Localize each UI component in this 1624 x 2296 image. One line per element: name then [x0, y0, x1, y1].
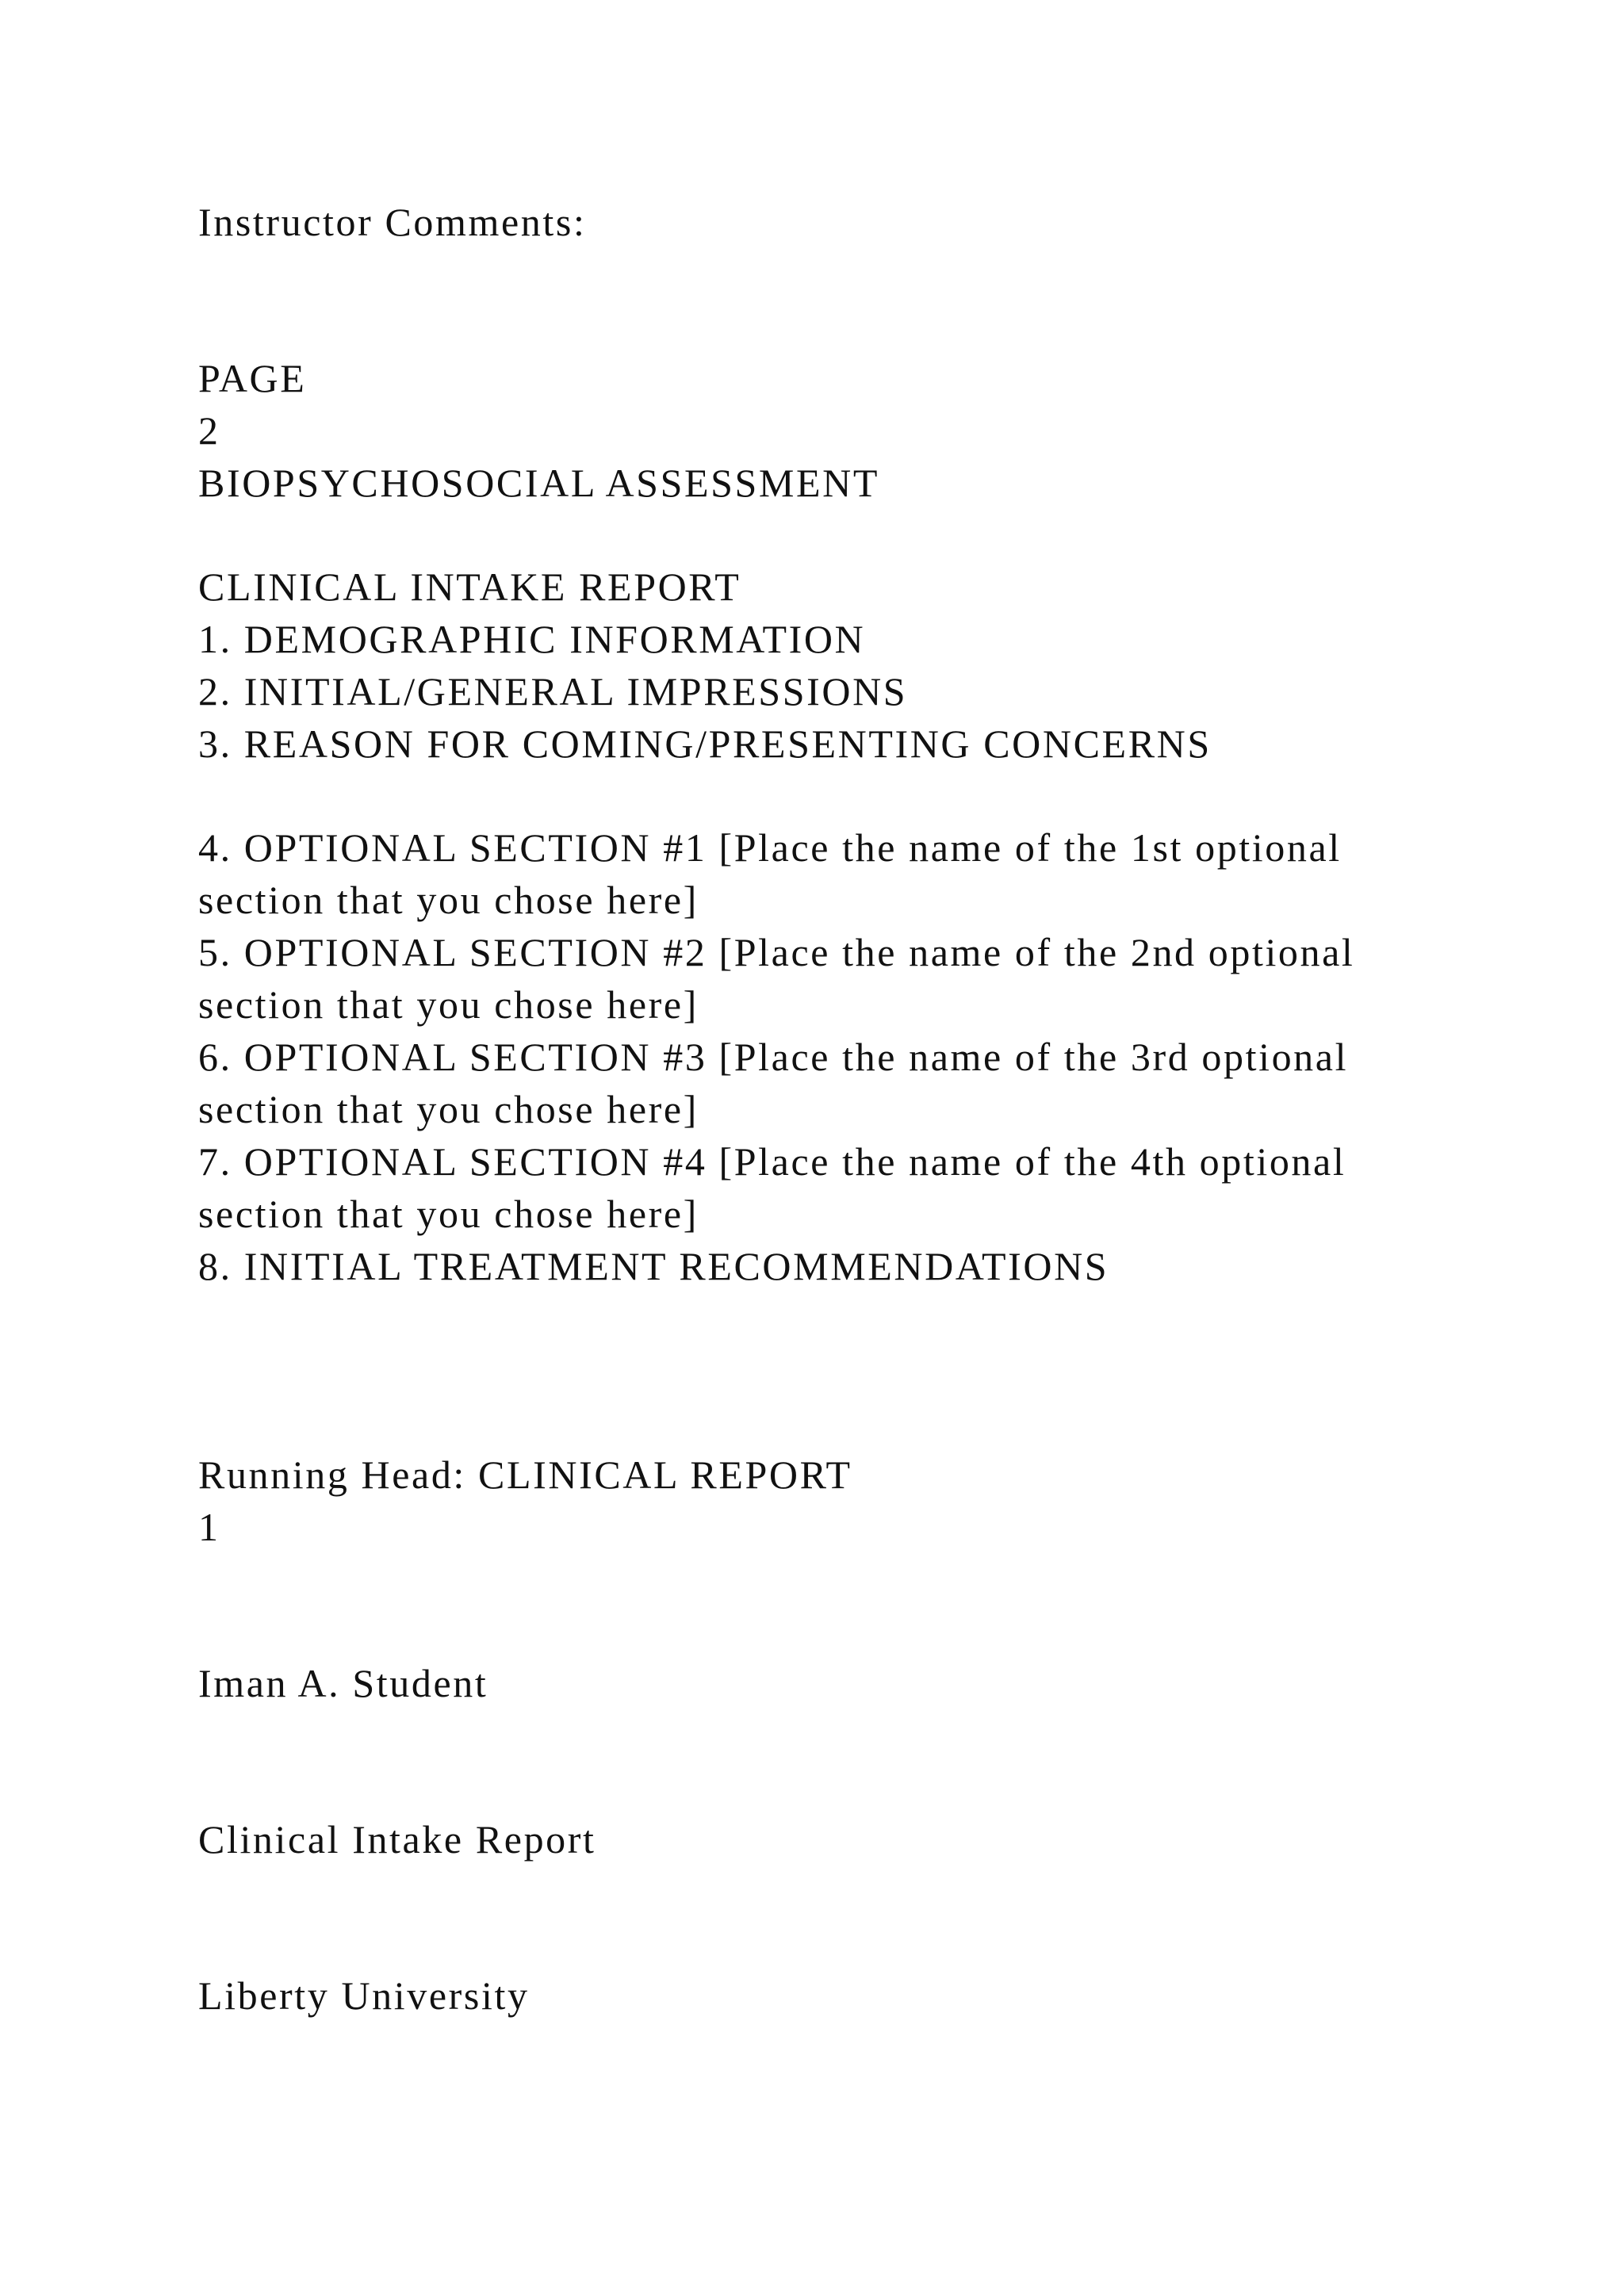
section-heading: 1. DEMOGRAPHIC INFORMATION — [198, 617, 866, 661]
optional-section-heading-continued: section that you chose here] — [198, 1087, 699, 1131]
optional-section-heading-continued: section that you chose here] — [198, 878, 699, 922]
optional-section-heading-continued: section that you chose here] — [198, 1192, 699, 1236]
section-heading: 3. REASON FOR COMING/PRESENTING CONCERNS — [198, 721, 1212, 766]
institution-name: Liberty University — [198, 1973, 530, 2018]
title-page-number: 1 — [198, 1505, 220, 1549]
optional-section-heading: 5. OPTIONAL SECTION #2 [Place the name of the 2nd optional — [198, 930, 1355, 974]
optional-section-heading-continued: section that you chose here] — [198, 982, 699, 1027]
header-page-number: 2 — [198, 408, 220, 453]
author-name: Iman A. Student — [198, 1661, 488, 1705]
running-head: Running Head: CLINICAL REPORT — [198, 1452, 852, 1497]
header-page-label: PAGE — [198, 356, 307, 400]
section-heading: 2. INITIAL/GENERAL IMPRESSIONS — [198, 669, 908, 714]
optional-section-heading: 7. OPTIONAL SECTION #4 [Place the name of the 4th optional — [198, 1139, 1346, 1184]
paper-title: Clinical Intake Report — [198, 1817, 596, 1862]
optional-section-heading: 6. OPTIONAL SECTION #3 [Place the name of the 3rd optional — [198, 1035, 1349, 1079]
section-heading: 8. INITIAL TREATMENT RECOMMENDATIONS — [198, 1244, 1109, 1288]
instructor-comments-label: Instructor Comments: — [198, 200, 587, 244]
report-title: CLINICAL INTAKE REPORT — [198, 564, 741, 609]
header-running-title: BIOPSYCHOSOCIAL ASSESSMENT — [198, 461, 879, 505]
optional-section-heading: 4. OPTIONAL SECTION #1 [Place the name of the 1st optional — [198, 825, 1342, 870]
